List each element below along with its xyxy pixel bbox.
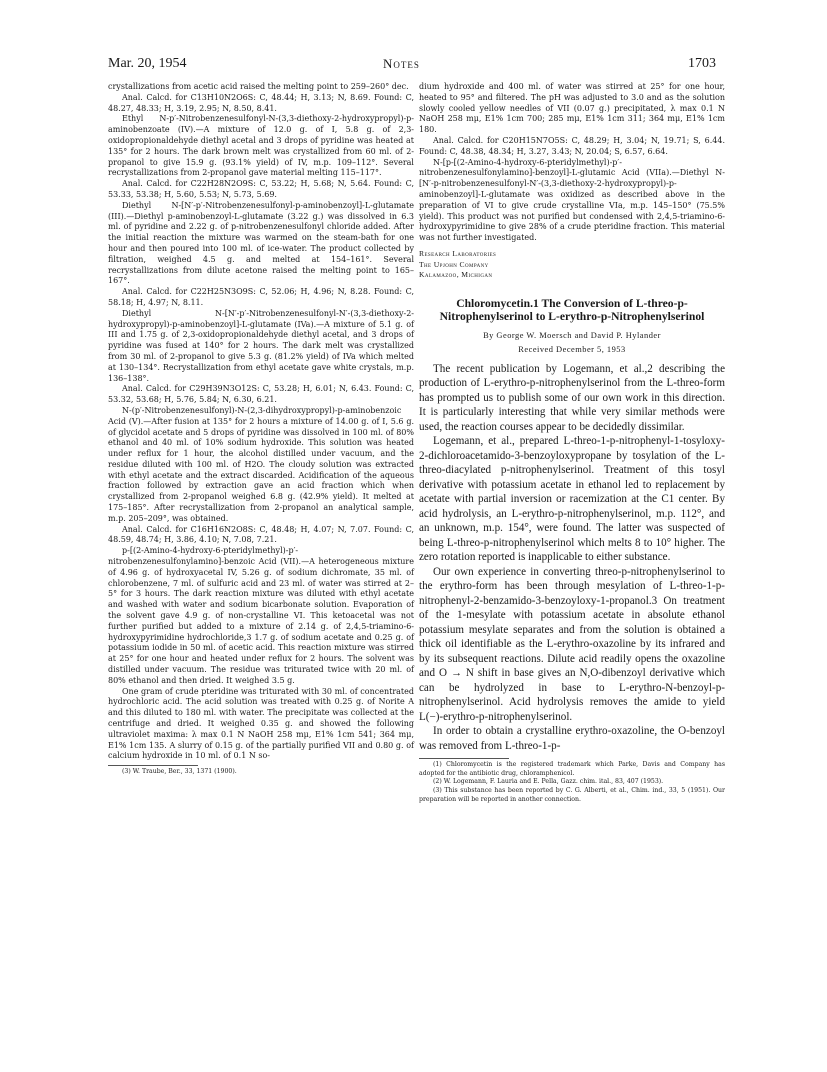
footnote: (1) Chloromycetin is the registered trademark which Parke, Davis and Company has adopted for the antibiotic drug, chloramphenicol. bbox=[419, 761, 725, 777]
affiliation-line: Research Laboratories bbox=[419, 248, 497, 258]
paragraph: Ethyl N-p′-Nitrobenzenesulfonyl-N-(3,3-diethoxy-2-hydroxypropyl)-p-aminobenzoate (IV).—A mixture of 12.0 g. of I, 5.8 g. of 2,3-oxidopropionaldehyde diethyl acetal and 3 drops of pyridine was heated at 135° for 2 hours. The dark brown melt was crystallized from 60 ml. of 2-propanol to give 15.9 g. (93.1% yield) of IV, m.p. 109–112°. Several recrystallizations from 2-propanol gave material melting 115–117°. bbox=[108, 114, 414, 178]
paragraph: p-[(2-Amino-4-hydroxy-6-pteridylmethyl)-p′-nitrobenzenesulfonylamino]-benzoic Acid (VII).—A heterogeneous mixture of 4.96 g. of hydroxyacetal IV, 5.26 g. of sodium dichromate, 35 ml. of chlorobenzene, 7 ml. of sulfuric acid and 23 ml. of water was stirred at 2–5° for 3 hours. The dark reaction mixture was diluted with ethyl acetate and washed with water and sodium bicarbonate solution. Evaporation of the solvent gave 4.9 g. of non-crystalline VI. This ketoacetal was not further purified but added to a mixture of 2.14 g. of 2,4,5-triamino-6-hydroxypyrimidine hydrochloride,3 1.7 g. of sodium acetate and 0.25 g. of potassium iodide in 50 ml. of acetic acid. This reaction mixture was stirred at 25° for one hour and heated under reflux for 2 hours. The solvent was distilled under vacuum. The residue was triturated twice with 20 ml. of 80% ethanol and then dried. It weighed 3.5 g. bbox=[108, 546, 414, 685]
received-date: Received December 5, 1953 bbox=[518, 344, 626, 354]
paragraph: crystallizations from acetic acid raised the melting point to 259–260° dec. bbox=[108, 82, 409, 91]
page-number: 1703 bbox=[688, 56, 716, 71]
paragraph: N-[p-[(2-Amino-4-hydroxy-6-pteridylmethyl)-p′-nitrobenzenesulfonylamino]-benzoyl]-L-glutamic Acid (VIIa).—Diethyl N-[N′-p-nitrobenzenesulfonyl-N′-(3,3-diethoxy-2-hydroxypropyl)-p-aminobenzoyl]-L-glutamate was oxidized as described above in the preparation of VI to give crude crystalline VIa, m.p. 145–150° (75.5% yield). This product was not purified but condensed with 2,4,5-triamino-6-hydroxypyrimidine to give 28% of a crude pteridine fraction. This material was not further investigated. bbox=[419, 157, 725, 243]
article-authors: By George W. Moersch and David P. Hylander bbox=[483, 330, 661, 340]
analysis-paragraph: Anal. Calcd. for C22H28N2O9S: C, 53.22; H, 5.68; N, 5.64. Found: C, 53.33, 53.38; H, 5.60, 5.53; N, 5.73, 5.69. bbox=[108, 179, 414, 199]
analysis-paragraph: Anal. Calcd. for C16H16N2O8S: C, 48.48; H, 4.07; N, 7.07. Found: C, 48.59, 48.74; H, 3.86, 4.10; N, 7.08, 7.21. bbox=[108, 524, 414, 545]
running-head-section: Notes bbox=[383, 56, 420, 71]
footnote-rule bbox=[108, 765, 198, 766]
analysis-paragraph: Anal. Calcd. for C13H10N2O6S: C, 48.44; H, 3.13; N, 8.69. Found: C, 48.27, 48.33; H, 3.19, 2.95; N, 8.50, 8.41. bbox=[108, 92, 414, 113]
running-head-date: Mar. 20, 1954 bbox=[108, 56, 187, 71]
affiliation-line: The Upjohn Company bbox=[419, 259, 489, 269]
footnote: (3) This substance has been reported by C. G. Alberti, et al., Chim. ind., 33, 5 (1951). Our preparation will be reported in another connection. bbox=[419, 787, 725, 803]
left-column bbox=[108, 82, 414, 777]
paragraph: dium hydroxide and 400 ml. of water was stirred at 25° for one hour, heated to 95° and filtered. The pH was adjusted to 3.0 and as the solution slowly cooled yellow needles of VII (0.07 g.) precipitated, λ max 0.1 N NaOH 258 mμ, E1% 1cm 700; 285 mμ, E1% 1cm 311; 364 mμ, E1% 1cm 180. bbox=[419, 82, 725, 135]
right-column bbox=[419, 82, 725, 804]
paragraph: Diethyl N-[N′-p′-Nitrobenzenesulfonyl-p-aminobenzoyl]-L-glutamate (III).—Diethyl p-aminobenzoyl-L-glutamate (3.22 g.) was dissolved in 6.3 ml. of pyridine and 2.22 g. of p-nitrobenzenesulfonyl chloride added. After the initial reaction the mixture was warmed on the steam-bath for one hour and then poured into 100 ml. of ice-water. The product collected by filtration, weighed 4.5 g. and melted at 154–161°. Several recrystallizations from dilute acetone raised the melting point to 165–167°. bbox=[108, 200, 414, 286]
footnote: (2) W. Logemann, F. Lauria and E. Pella, Gazz. chim. ital., 83, 407 (1953). bbox=[433, 778, 664, 786]
analysis-paragraph: Anal. Calcd. for C20H15N7O5S: C, 48.29; H, 3.04; N, 19.71; S, 6.44. Found: C, 48.38, 48.34; H, 3.27, 3.43; N, 20.04; S, 6.57, 6.64. bbox=[419, 135, 725, 156]
paragraph: N-(p′-Nitrobenzenesulfonyl)-N-(2,3-dihydroxypropyl)-p-aminobenzoic Acid (V).—After fusion at 135° for 2 hours a mixture of 14.00 g. of I, 5.6 g. of glycidol acetate and 5 drops of pyridine was dissolved in 100 ml. of 80% ethanol and 40 ml. of 10% sodium hydroxide. This solution was heated under reflux for 1 hour, the alcohol distilled under vacuum, and the residue diluted with 100 ml. of H2O. The cloudy solution was extracted with ethyl acetate and the extract discarded. Acidification of the aqueous fraction followed by extraction gave an acid fraction which when crystallized from 2-propanol weighed 6.8 g. (42.9% yield). It melted at 175–185°. After recrystallization from 2-propanol an analytical sample, m.p. 205–209°, was obtained. bbox=[108, 405, 414, 523]
footnote: (3) W. Traube, Ber., 33, 1371 (1900). bbox=[122, 768, 237, 776]
paragraph: One gram of crude pteridine was triturated with 30 ml. of concentrated hydrochloric acid. The acid solution was treated with 0.25 g. of Norite A and this diluted to 180 ml. with water. The precipitate was collected at the centrifuge and dried. It weighed 0.35 g. and showed the following ultraviolet maxima: λ max 0.1 N NaOH 258 mμ, E1% 1cm 541; 364 mμ, E1% 1cm 135. A slurry of 0.15 g. of the partially purified VII and 0.80 g. of calcium hydroxide in 10 ml. of 0.1 N so- bbox=[108, 686, 414, 761]
body-paragraph: The recent publication by Logemann, et al.,2 describing the production of L-erythro-p-nitrophenylserinol from the L-threo-form has prompted us to publish some of our own work in this direction. It is particularly interesting that while very similar methods were used, the reaction courses appear to be decidedly dissimilar. bbox=[419, 362, 725, 433]
analysis-paragraph: Anal. Calcd. for C22H25N3O9S: C, 52.06; H, 4.96; N, 8.28. Found: C, 58.18; H, 4.97; N, 8.11. bbox=[108, 287, 414, 307]
footnote-rule bbox=[419, 758, 509, 759]
body-paragraph: In order to obtain a crystalline erythro-oxazoline, the O-benzoyl was removed from L-threo-1-p- bbox=[419, 725, 725, 752]
affiliation-line: Kalamazoo, Michigan bbox=[419, 270, 493, 280]
body-paragraph: Our own experience in converting threo-p-nitrophenylserinol to the erythro-form has been through mesylation of L-threo-1-p-nitrophenyl-2-benzamido-3-benzoyloxy-1-propanol.3 On treatment of the 1-mesylate with potassium acetate in absolute ethanol potassium mesylate separates and from the solution is obtained a thick oil identifiable as the L-erythro-oxazoline by its infrared and by its subsequent reactions. Dilute acid readily opens the oxazoline and O → N shift in base gives an N,O-dibenzoyl derivative which can be hydrolyzed in base to L-erythro-N-benzoyl-p-nitrophenylserinol. Acid hydrolysis removes the amide to yield L(−)-erythro-p-nitrophenylserinol. bbox=[419, 565, 725, 723]
article-title: Chloromycetin.1 The Conversion of L-threo-p-Nitrophenylserinol to L-erythro-p-Nitrophenylserinol bbox=[439, 296, 705, 323]
paragraph: Diethyl N-[N′-p′-Nitrobenzenesulfonyl-N′-(3,3-diethoxy-2-hydroxypropyl)-p-aminobenzoyl]-L-glutamate (IVa).—A mixture of 5.1 g. of III and 1.75 g. of 2,3-oxidopropionaldehyde diethyl acetal, and 3 drops of pyridine was fused at 140° for 2 hours. The dark melt was crystallized from 30 ml. of 2-propanol to give 5.3 g. (81.2% yield) of IVa which melted at 130–134°. Recrystallization from ethyl acetate gave white crystals, m.p. 136–138°. bbox=[108, 308, 414, 383]
analysis-paragraph: Anal. Calcd. for C29H39N3O12S: C, 53.28; H, 6.01; N, 6.43. Found: C, 53.32, 53.68; H, 5.76, 5.84; N, 6.30, 6.21. bbox=[108, 384, 414, 405]
body-paragraph: Logemann, et al., prepared L-threo-1-p-nitrophenyl-1-tosyloxy-2-dichloroacetamido-3-benzoyloxypropane by tosylation of the L-threo-diacylated p-nitrophenylserinol. Treatment of this tosyl derivative with potassium acetate in ethanol led to replacement by acetate with partial inversion or racemization at the C1 center. By acid hydrolysis, an L-erythro-p-nitrophenylserinol, m.p. 112°, and an unknown, m.p. 154°, were found. The latter was suspected of being L-threo-p-nitrophenylserinol which melts 8 to 10° higher. The zero rotation reported is inapplicable to either substance. bbox=[419, 435, 725, 564]
